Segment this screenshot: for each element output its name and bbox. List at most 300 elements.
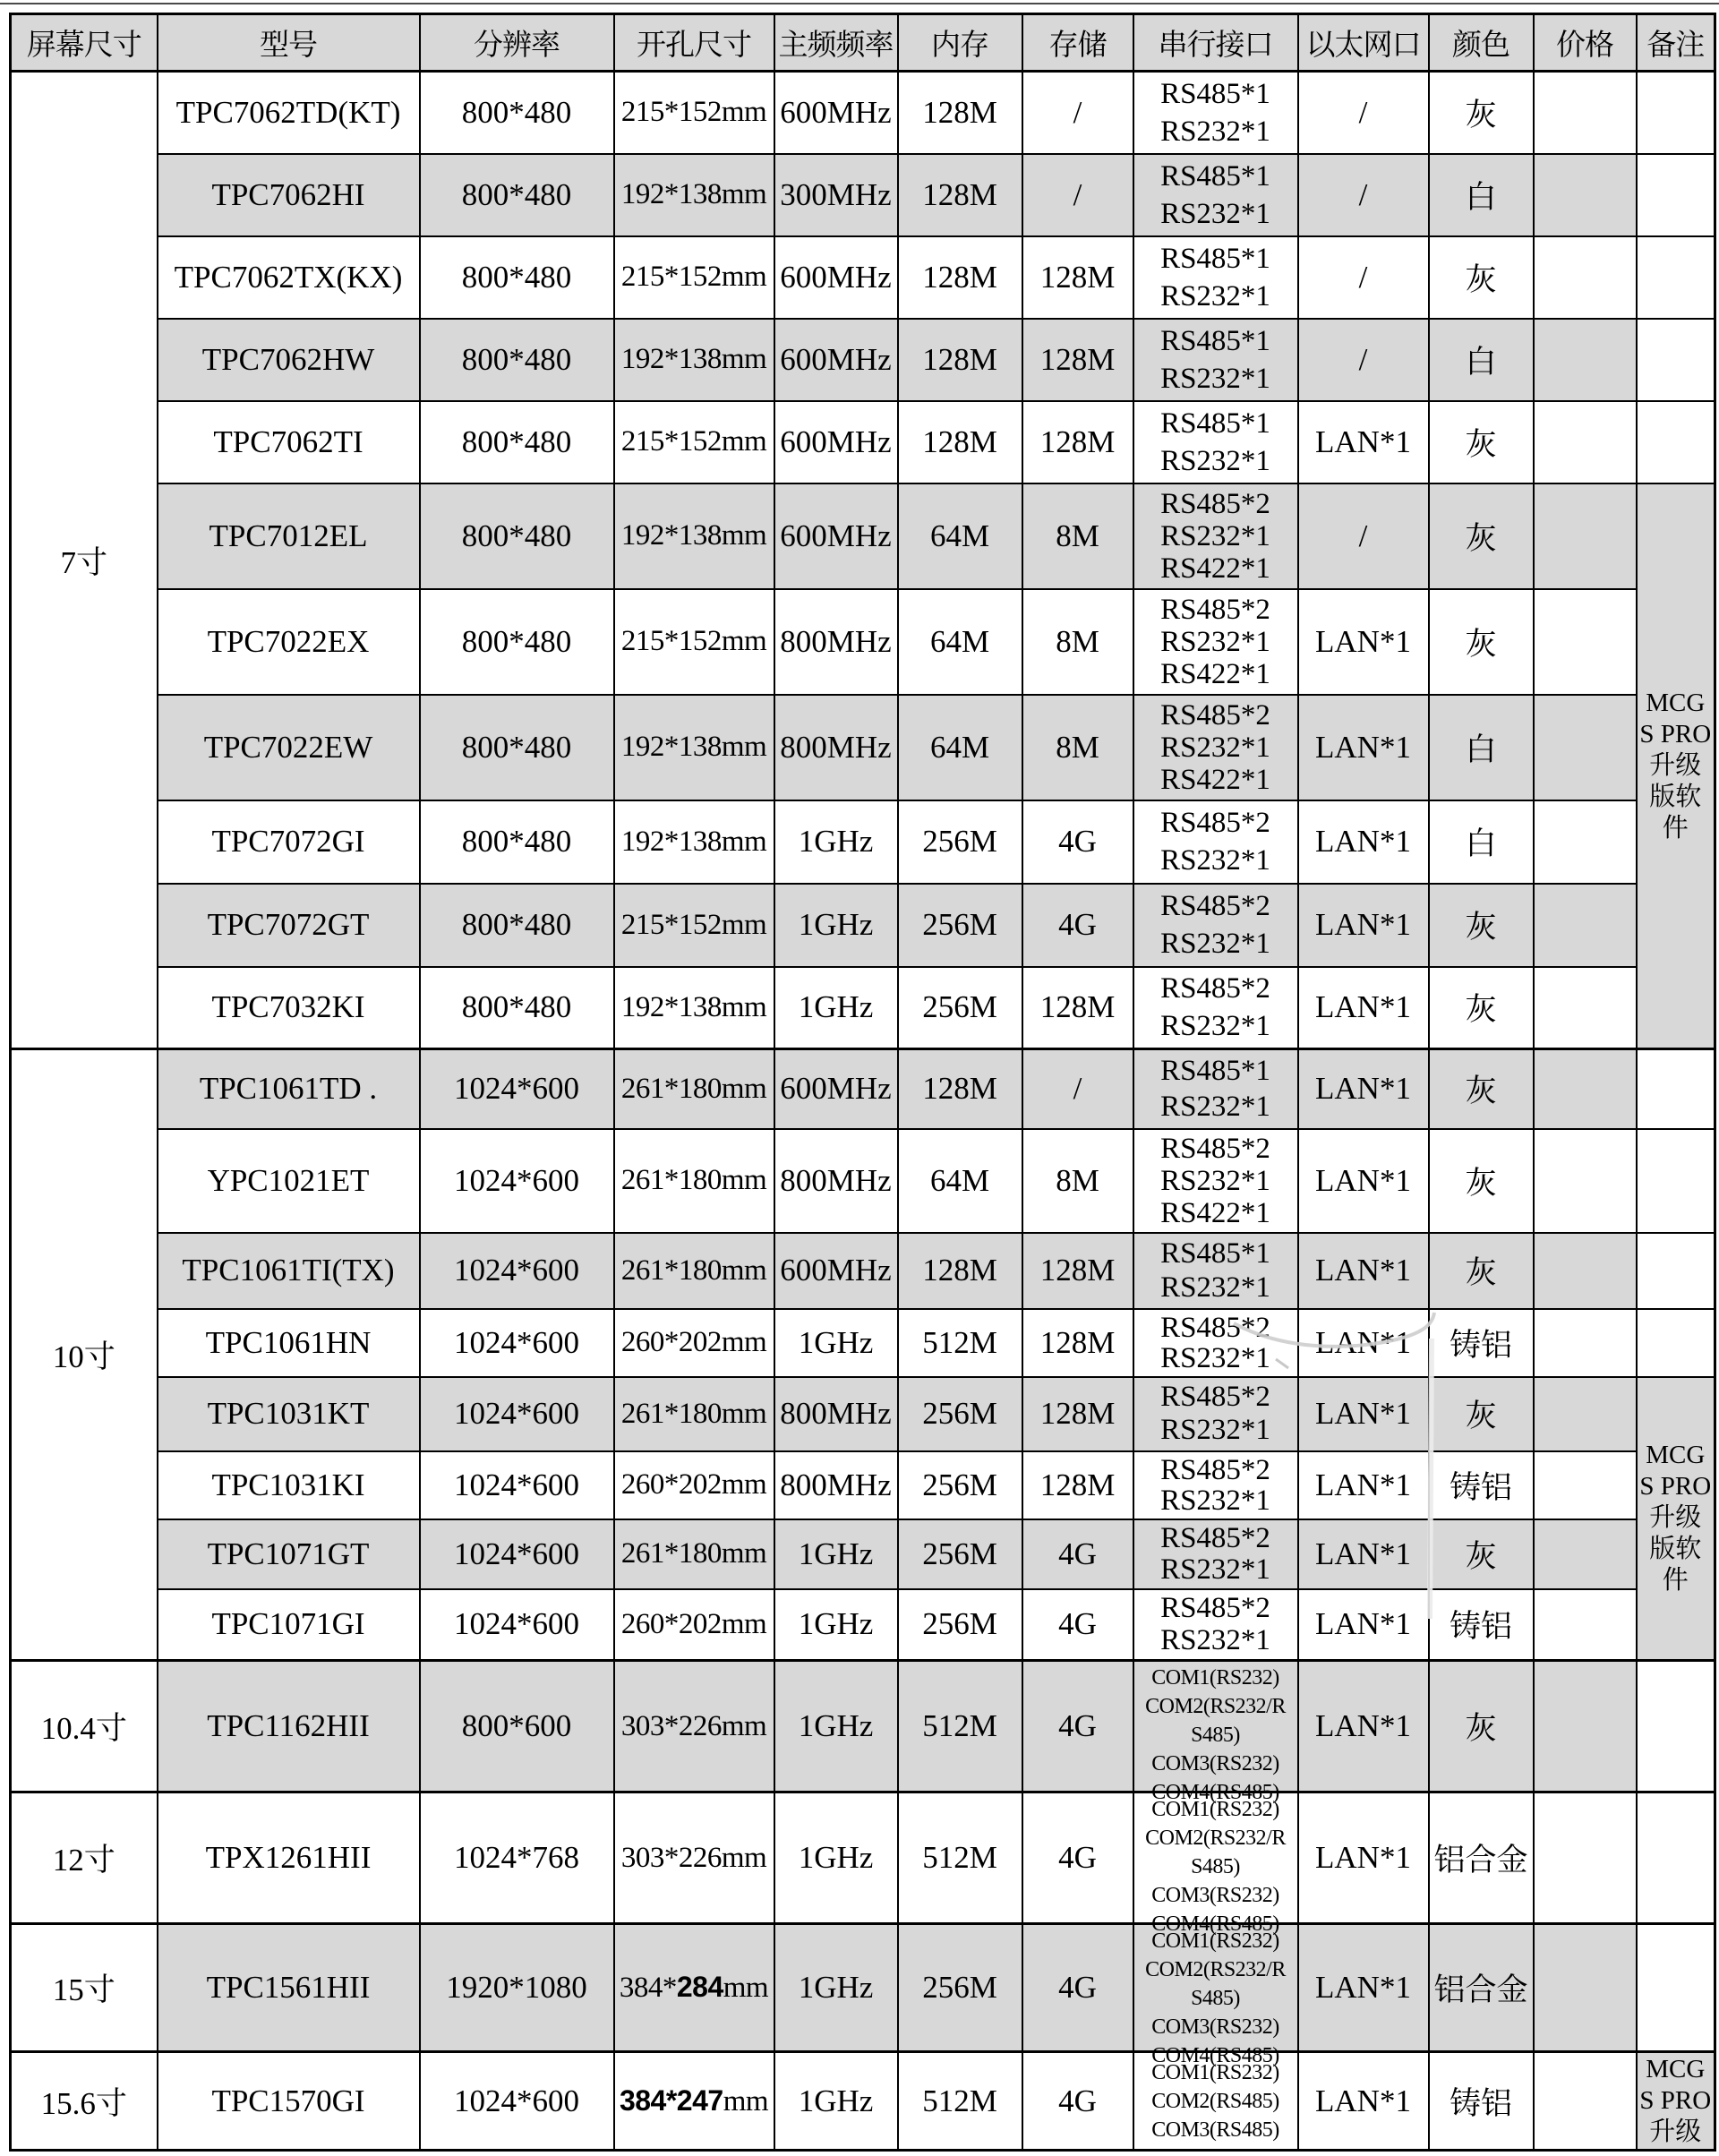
serial-lines	[1136, 699, 1296, 796]
cell-resolution: 800*480	[420, 401, 614, 483]
cell-storage: /	[1022, 154, 1133, 236]
cell-resolution: 1024*768	[420, 1792, 614, 1924]
header-cutout-size: 开孔尺寸	[614, 14, 774, 72]
cell-frequency: 800MHz	[774, 1129, 898, 1233]
cell-storage: 8M	[1022, 483, 1133, 589]
serial-line: RS232*1	[1160, 1414, 1270, 1446]
cell-frequency: 300MHz	[774, 154, 898, 236]
table-row	[11, 154, 1715, 236]
cell-ethernet: LAN*1	[1298, 1049, 1429, 1129]
serial-line: RS485*1	[1160, 1055, 1270, 1088]
serial-lines	[1136, 970, 1296, 1045]
cell-cutout: 303*226mm	[614, 1792, 774, 1924]
cell-serial	[1133, 401, 1298, 483]
cell-note	[1637, 154, 1715, 236]
cell-color: 白	[1429, 154, 1534, 236]
header-note: 备注	[1637, 14, 1715, 72]
cell-serial	[1133, 800, 1298, 884]
cell-cutout: 215*152mm	[614, 401, 774, 483]
cell-model: TPC1570GI	[158, 2052, 420, 2151]
cutout-segment: mm	[723, 2084, 769, 2118]
serial-line: RS422*1	[1160, 552, 1270, 585]
serial-lines	[1136, 1592, 1296, 1656]
serial-lines	[1136, 1236, 1296, 1305]
serial-lines	[1136, 804, 1296, 879]
cell-resolution: 800*480	[420, 589, 614, 695]
serial-line: S485)	[1191, 1855, 1240, 1878]
cell-model: TPC7072GT	[158, 884, 420, 967]
cell-frequency: 1GHz	[774, 884, 898, 967]
serial-line: RS485*2	[1160, 1311, 1270, 1344]
serial-line: RS485*2	[1160, 487, 1270, 520]
cell-price	[1534, 319, 1637, 401]
serial-line: COM4(RS485)	[1151, 1912, 1279, 1936]
serial-line: RS485*2	[1160, 972, 1270, 1005]
serial-line: RS422*1	[1160, 657, 1270, 690]
serial-line: RS485*2	[1160, 890, 1270, 922]
serial-line: COM2(RS232/R	[1145, 1958, 1286, 1981]
cell-model: TPC1162HII	[158, 1661, 420, 1792]
cell-price	[1534, 1049, 1637, 1129]
cell-model: TPX1261HII	[158, 1792, 420, 1924]
cell-ethernet: LAN*1	[1298, 401, 1429, 483]
table-row	[11, 1049, 1715, 1129]
header-storage: 存储	[1022, 14, 1133, 72]
serial-line: RS232*1	[1160, 444, 1270, 477]
serial-lines	[1136, 1925, 1296, 2067]
serial-line: RS232*1	[1160, 1271, 1270, 1304]
serial-line: RS485*2	[1160, 1521, 1270, 1554]
serial-lines	[1136, 1523, 1296, 1586]
cell-screen-size: 15寸	[11, 1924, 158, 2052]
cell-screen-size: 10寸	[11, 1049, 158, 1661]
cell-ethernet: LAN*1	[1298, 800, 1429, 884]
cell-resolution: 800*480	[420, 72, 614, 154]
cell-color: 灰	[1429, 1377, 1534, 1451]
serial-line: RS422*1	[1160, 1196, 1270, 1229]
serial-lines	[1136, 594, 1296, 690]
serial-line: RS485*2	[1160, 1381, 1270, 1413]
cell-ethernet: LAN*1	[1298, 1309, 1429, 1377]
serial-line: COM3(RS232)	[1151, 1752, 1279, 1775]
cell-note	[1637, 1377, 1715, 1661]
cell-color: 灰	[1429, 1661, 1534, 1792]
cell-note	[1637, 1792, 1715, 1924]
header-ethernet: 以太网口	[1298, 14, 1429, 72]
serial-line: RS422*1	[1160, 763, 1270, 796]
cell-price	[1534, 695, 1637, 800]
cell-ethernet: LAN*1	[1298, 1233, 1429, 1309]
serial-line: RS485*1	[1160, 1237, 1270, 1270]
cell-price	[1534, 1309, 1637, 1377]
table-row	[11, 1451, 1715, 1519]
cell-price	[1534, 800, 1637, 884]
cell-note	[1637, 236, 1715, 319]
header-color: 颜色	[1429, 14, 1534, 72]
cell-ethernet: /	[1298, 154, 1429, 236]
serial-lines	[1136, 405, 1296, 480]
header-memory: 内存	[898, 14, 1022, 72]
cell-resolution: 1920*1080	[420, 1924, 614, 2052]
cell-cutout: 261*180mm	[614, 1233, 774, 1309]
cell-resolution: 1024*600	[420, 2052, 614, 2151]
cell-memory: 128M	[898, 1233, 1022, 1309]
table-row	[11, 1233, 1715, 1309]
cell-memory: 128M	[898, 401, 1022, 483]
cell-cutout: 260*202mm	[614, 1309, 774, 1377]
cell-note	[1637, 1049, 1715, 1129]
cell-ethernet: LAN*1	[1298, 1377, 1429, 1451]
table-row	[11, 1519, 1715, 1589]
cell-ethernet: /	[1298, 236, 1429, 319]
cell-price	[1534, 2052, 1637, 2151]
cell-memory: 256M	[898, 884, 1022, 967]
serial-lines	[1136, 1313, 1296, 1373]
cell-model: TPC1071GI	[158, 1589, 420, 1661]
table-row	[11, 2052, 1715, 2151]
cell-storage: /	[1022, 72, 1133, 154]
cell-price	[1534, 589, 1637, 695]
cell-note	[1637, 1924, 1715, 2052]
serial-line: COM4(RS485)	[1151, 2044, 1279, 2067]
cell-serial	[1133, 236, 1298, 319]
table-row	[11, 72, 1715, 154]
serial-line: RS485*2	[1160, 593, 1270, 626]
cell-price	[1534, 1233, 1637, 1309]
serial-line: RS485*1	[1160, 406, 1270, 440]
table-row	[11, 1924, 1715, 2052]
cell-color: 铝合金	[1429, 1792, 1534, 1924]
serial-line: RS232*1	[1160, 1341, 1270, 1374]
cell-storage: 128M	[1022, 236, 1133, 319]
cell-cutout: 192*138mm	[614, 483, 774, 589]
serial-lines	[1136, 2058, 1296, 2144]
cell-resolution: 1024*600	[420, 1233, 614, 1309]
cell-frequency: 1GHz	[774, 1589, 898, 1661]
cell-frequency: 600MHz	[774, 401, 898, 483]
cell-color: 灰	[1429, 236, 1534, 319]
cell-serial	[1133, 1451, 1298, 1519]
cell-memory: 64M	[898, 695, 1022, 800]
cell-memory: 256M	[898, 1924, 1022, 2052]
serial-line: RS232*1	[1160, 1484, 1270, 1517]
cell-ethernet: LAN*1	[1298, 884, 1429, 967]
serial-line: COM2(RS232/R	[1145, 1827, 1286, 1850]
cell-model: TPC7032KI	[158, 967, 420, 1049]
cell-frequency: 1GHz	[774, 1309, 898, 1377]
cell-price	[1534, 884, 1637, 967]
cell-ethernet: LAN*1	[1298, 1792, 1429, 1924]
serial-line: RS232*1	[1160, 731, 1270, 764]
table-row	[11, 236, 1715, 319]
cell-color: 铸铝	[1429, 1451, 1534, 1519]
top-rule	[0, 3, 1719, 4]
cell-memory: 512M	[898, 2052, 1022, 2151]
cell-model: TPC1031KT	[158, 1377, 420, 1451]
cell-note	[1637, 72, 1715, 154]
cell-serial	[1133, 1519, 1298, 1589]
cell-color: 灰	[1429, 401, 1534, 483]
cell-storage: 128M	[1022, 1451, 1133, 1519]
serial-line: COM3(RS485)	[1151, 2118, 1279, 2142]
note-text: MCGS PRO 升级版软件	[1639, 688, 1712, 843]
serial-line: RS232*1	[1160, 1164, 1270, 1197]
cell-resolution: 800*480	[420, 154, 614, 236]
serial-line: COM2(RS485)	[1151, 2089, 1279, 2113]
serial-line: RS232*1	[1160, 1010, 1270, 1043]
table-row	[11, 1377, 1715, 1451]
cell-storage: 4G	[1022, 884, 1133, 967]
cell-cutout: 192*138mm	[614, 695, 774, 800]
cell-cutout	[614, 2052, 774, 2151]
cell-serial	[1133, 1049, 1298, 1129]
cell-memory: 512M	[898, 1661, 1022, 1792]
cell-serial	[1133, 154, 1298, 236]
cell-memory: 256M	[898, 1451, 1022, 1519]
cell-price	[1534, 236, 1637, 319]
cell-price	[1534, 1519, 1637, 1589]
header-frequency: 主频频率	[774, 14, 898, 72]
cell-resolution: 800*480	[420, 800, 614, 884]
cell-color: 灰	[1429, 1129, 1534, 1233]
cell-serial	[1133, 1233, 1298, 1309]
cell-serial	[1133, 1309, 1298, 1377]
serial-line: COM1(RS232)	[1151, 1666, 1279, 1690]
cell-price	[1534, 154, 1637, 236]
cell-cutout: 261*180mm	[614, 1519, 774, 1589]
cell-color: 灰	[1429, 483, 1534, 589]
cell-storage: 128M	[1022, 1233, 1133, 1309]
cell-resolution: 1024*600	[420, 1129, 614, 1233]
cell-resolution: 1024*600	[420, 1451, 614, 1519]
cell-price	[1534, 1589, 1637, 1661]
cell-model: TPC1031KI	[158, 1451, 420, 1519]
cell-color: 白	[1429, 319, 1534, 401]
cell-serial	[1133, 72, 1298, 154]
cell-cutout: 215*152mm	[614, 72, 774, 154]
cell-storage: /	[1022, 1049, 1133, 1129]
cell-ethernet: /	[1298, 72, 1429, 154]
serial-line: RS485*1	[1160, 324, 1270, 357]
spec-table	[9, 13, 1716, 2152]
cell-memory: 256M	[898, 800, 1022, 884]
serial-line: COM1(RS232)	[1151, 1798, 1279, 1821]
cell-resolution: 800*480	[420, 483, 614, 589]
header-serial-ports: 串行接口	[1133, 14, 1298, 72]
cell-serial	[1133, 1924, 1298, 2067]
serial-lines	[1136, 887, 1296, 962]
cell-model: TPC7072GI	[158, 800, 420, 884]
serial-lines	[1136, 1381, 1296, 1447]
cell-price	[1534, 1377, 1637, 1451]
cell-frequency: 800MHz	[774, 695, 898, 800]
serial-lines	[1136, 1455, 1296, 1516]
table-row	[11, 1589, 1715, 1661]
cell-memory: 128M	[898, 236, 1022, 319]
cell-storage: 8M	[1022, 695, 1133, 800]
cell-ethernet: LAN*1	[1298, 1924, 1429, 2052]
serial-line: RS232*1	[1160, 362, 1270, 395]
cutout-bold-segment: 284	[676, 1971, 723, 2003]
serial-line: RS232*1	[1160, 844, 1270, 877]
cell-color: 灰	[1429, 1519, 1534, 1589]
cell-price	[1534, 1129, 1637, 1233]
serial-line: RS232*1	[1160, 1624, 1270, 1657]
serial-line: COM4(RS485)	[1151, 1781, 1279, 1804]
cell-memory: 256M	[898, 967, 1022, 1049]
cell-model: TPC7062TD(KT)	[158, 72, 420, 154]
cell-resolution: 800*480	[420, 236, 614, 319]
cell-storage: 4G	[1022, 2052, 1133, 2151]
serial-lines	[1136, 488, 1296, 585]
cell-resolution: 1024*600	[420, 1589, 614, 1661]
cell-model: YPC1021ET	[158, 1129, 420, 1233]
cell-resolution: 1024*600	[420, 1519, 614, 1589]
cell-serial	[1133, 483, 1298, 589]
cell-ethernet: LAN*1	[1298, 1129, 1429, 1233]
cell-serial	[1133, 1129, 1298, 1233]
cell-cutout: 261*180mm	[614, 1049, 774, 1129]
table-row	[11, 884, 1715, 967]
cell-ethernet: /	[1298, 319, 1429, 401]
cell-price	[1534, 1451, 1637, 1519]
cell-memory: 64M	[898, 1129, 1022, 1233]
cell-model: TPC7062HW	[158, 319, 420, 401]
cell-frequency: 600MHz	[774, 1049, 898, 1129]
cell-frequency: 1GHz	[774, 1519, 898, 1589]
cell-storage: 8M	[1022, 1129, 1133, 1233]
cell-cutout: 192*138mm	[614, 800, 774, 884]
header-row	[11, 14, 1715, 72]
cell-ethernet: LAN*1	[1298, 1519, 1429, 1589]
serial-line: RS485*2	[1160, 1453, 1270, 1486]
cell-storage: 128M	[1022, 401, 1133, 483]
cell-price	[1534, 401, 1637, 483]
cell-frequency: 1GHz	[774, 1924, 898, 2052]
cell-storage: 4G	[1022, 1519, 1133, 1589]
cell-serial	[1133, 1589, 1298, 1661]
cell-screen-size: 10.4寸	[11, 1661, 158, 1792]
table-row	[11, 319, 1715, 401]
serial-line: RS485*2	[1160, 698, 1270, 732]
cell-serial	[1133, 319, 1298, 401]
serial-line: RS232*1	[1160, 197, 1270, 230]
cell-model: TPC7022EX	[158, 589, 420, 695]
serial-line: COM2(RS232/R	[1145, 1695, 1286, 1718]
cell-note	[1637, 1309, 1715, 1377]
cell-note	[1637, 319, 1715, 401]
cell-price	[1534, 1792, 1637, 1924]
cell-frequency: 800MHz	[774, 1451, 898, 1519]
cell-price	[1534, 72, 1637, 154]
cell-memory: 256M	[898, 1377, 1022, 1451]
table-row	[11, 695, 1715, 800]
cell-frequency: 600MHz	[774, 1233, 898, 1309]
cell-color: 铸铝	[1429, 1589, 1534, 1661]
cell-frequency: 600MHz	[774, 236, 898, 319]
cell-price	[1534, 483, 1637, 589]
cell-storage: 4G	[1022, 1792, 1133, 1924]
cell-price	[1534, 967, 1637, 1049]
cell-cutout	[614, 1924, 774, 2052]
cell-memory: 256M	[898, 1589, 1022, 1661]
cell-color: 灰	[1429, 1049, 1534, 1129]
serial-line: RS232*1	[1160, 279, 1270, 312]
serial-line: RS485*1	[1160, 77, 1270, 110]
serial-lines	[1136, 322, 1296, 398]
cutout-segment: mm	[723, 1972, 769, 2004]
cell-model: TPC1071GT	[158, 1519, 420, 1589]
cell-frequency: 1GHz	[774, 1792, 898, 1924]
cell-ethernet: /	[1298, 483, 1429, 589]
cell-color: 铸铝	[1429, 2052, 1534, 2151]
cell-model: TPC1561HII	[158, 1924, 420, 2052]
serial-line: RS485*1	[1160, 242, 1270, 275]
serial-line: S485)	[1191, 1987, 1240, 2010]
cell-cutout: 215*152mm	[614, 884, 774, 967]
serial-line: RS232*1	[1160, 928, 1270, 960]
cell-memory: 128M	[898, 1049, 1022, 1129]
header-price: 价格	[1534, 14, 1637, 72]
serial-lines	[1136, 1053, 1296, 1125]
serial-lines	[1136, 1662, 1296, 1804]
cell-model: TPC1061TI(TX)	[158, 1233, 420, 1309]
cell-storage: 128M	[1022, 967, 1133, 1049]
cell-storage: 128M	[1022, 319, 1133, 401]
table-row	[11, 1661, 1715, 1792]
cell-resolution: 800*480	[420, 695, 614, 800]
table-row	[11, 800, 1715, 884]
cell-resolution: 800*480	[420, 884, 614, 967]
table-row	[11, 1129, 1715, 1233]
cell-frequency: 1GHz	[774, 1661, 898, 1792]
table-row	[11, 1309, 1715, 1377]
cell-storage: 4G	[1022, 1924, 1133, 2052]
cell-price	[1534, 1924, 1637, 2052]
cell-cutout: 215*152mm	[614, 589, 774, 695]
serial-line: RS485*1	[1160, 159, 1270, 192]
cell-storage: 4G	[1022, 800, 1133, 884]
serial-line: RS232*1	[1160, 115, 1270, 148]
cell-frequency: 600MHz	[774, 483, 898, 589]
table-row	[11, 401, 1715, 483]
cell-frequency: 800MHz	[774, 1377, 898, 1451]
cell-ethernet: LAN*1	[1298, 2052, 1429, 2151]
spec-table-body	[11, 72, 1715, 2151]
cell-serial	[1133, 884, 1298, 967]
cell-model: TPC7062TX(KX)	[158, 236, 420, 319]
cell-memory: 64M	[898, 483, 1022, 589]
cell-color: 铸铝	[1429, 1309, 1534, 1377]
cell-color: 灰	[1429, 967, 1534, 1049]
cell-memory: 128M	[898, 319, 1022, 401]
cell-resolution: 1024*600	[420, 1377, 614, 1451]
cell-screen-size: 15.6寸	[11, 2052, 158, 2151]
note-text: MCGS PRO 升级	[1639, 2055, 1712, 2146]
serial-line: RS485*2	[1160, 1592, 1270, 1625]
cell-serial	[1133, 695, 1298, 800]
serial-line: RS485*2	[1160, 807, 1270, 839]
cell-frequency: 1GHz	[774, 2052, 898, 2151]
cell-memory: 128M	[898, 154, 1022, 236]
table-row	[11, 1792, 1715, 1924]
serial-line: COM1(RS232)	[1151, 2060, 1279, 2084]
cell-resolution: 1024*600	[420, 1309, 614, 1377]
cell-ethernet: LAN*1	[1298, 967, 1429, 1049]
cell-serial	[1133, 1377, 1298, 1451]
serial-line: RS232*1	[1160, 1553, 1270, 1586]
spec-table-header	[11, 14, 1715, 72]
